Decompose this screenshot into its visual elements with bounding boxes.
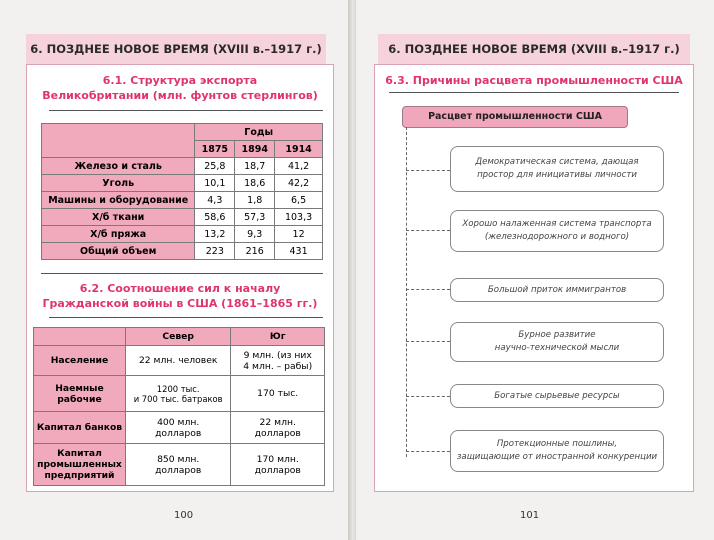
diagram-connector	[406, 170, 450, 171]
north-header: Север	[125, 328, 230, 346]
cell: 18,7	[235, 158, 275, 175]
row-label: Железо и сталь	[42, 158, 195, 175]
table-row	[42, 243, 323, 260]
row-label: Х/б пряжа	[42, 226, 195, 243]
cell: 1,8	[235, 192, 275, 209]
divider	[41, 273, 323, 274]
cell: 22 млн. долларов	[231, 412, 325, 444]
cell: 9 млн. (из них 4 млн. – рабы)	[231, 346, 325, 376]
cell: 1200 тыс. и 700 тыс. батраков	[125, 376, 230, 412]
cause-box: Протекционные пошлины, защищающие от иностранной конкуренции	[450, 430, 664, 472]
cause-box: Большой приток иммигрантов	[450, 278, 664, 302]
cell: 103,3	[275, 209, 323, 226]
row-label: Общий объем	[42, 243, 195, 260]
diagram-connector	[406, 451, 450, 452]
row-label: Капитал промышленных предприятий	[34, 444, 126, 486]
section-6-1-title-line1: 6.1. Структура экспорта	[102, 74, 258, 87]
section-6-1-title-line2: Великобритании (млн. фунтов стерлингов)	[42, 89, 318, 102]
row-label: Население	[34, 346, 126, 376]
diagram-connector	[406, 230, 450, 231]
diagram-spine	[406, 127, 407, 457]
cell: 4,3	[195, 192, 235, 209]
cell: 57,3	[235, 209, 275, 226]
page-number-left: 100	[174, 510, 194, 521]
row-label: Наемные рабочие	[34, 376, 126, 412]
diagram-connector	[406, 396, 450, 397]
table-row	[42, 158, 323, 175]
cause-box: Богатые сырьевые ресурсы	[450, 384, 664, 408]
table-row	[34, 444, 325, 486]
table-row	[42, 192, 323, 209]
cell: 58,6	[195, 209, 235, 226]
cell: 400 млн. долларов	[125, 412, 230, 444]
row-label: Уголь	[42, 175, 195, 192]
cell: 431	[275, 243, 323, 260]
section-6-3-title: 6.3. Причины расцвета промышленности США	[385, 74, 683, 87]
cell: 6,5	[275, 192, 323, 209]
cell: 223	[195, 243, 235, 260]
cause-box: Демократическая система, дающая простор для инициативы личности	[450, 146, 664, 192]
divider	[389, 92, 679, 93]
diagram-root-box: Расцвет промышленности США	[402, 106, 628, 128]
cell: 216	[235, 243, 275, 260]
cell: 25,8	[195, 158, 235, 175]
diagram-connector	[406, 341, 450, 342]
table-row	[34, 376, 325, 412]
south-header: Юг	[231, 328, 325, 346]
section-6-2-title-line2: Гражданской войны в США (1861–1865 гг.)	[42, 297, 318, 310]
export-table	[41, 123, 323, 260]
year-header: 1875	[195, 141, 235, 158]
cell: 18,6	[235, 175, 275, 192]
table-row	[42, 226, 323, 243]
chapter-title-right: 6. ПОЗДНЕЕ НОВОЕ ВРЕМЯ (XVIII в.–1917 г.)	[378, 34, 690, 64]
row-label: Капитал банков	[34, 412, 126, 444]
years-header: Годы	[195, 124, 323, 141]
cell: 9,3	[235, 226, 275, 243]
year-header: 1914	[275, 141, 323, 158]
chapter-title-left: 6. ПОЗДНЕЕ НОВОЕ ВРЕМЯ (XVIII в.–1917 г.)	[26, 34, 326, 64]
table-row	[42, 175, 323, 192]
left-page	[0, 0, 350, 540]
section-6-2-title-line1: 6.2. Соотношение сил к началу	[79, 282, 281, 295]
cell: 10,1	[195, 175, 235, 192]
left-content-frame	[26, 64, 334, 492]
cell: 13,2	[195, 226, 235, 243]
cell: 41,2	[275, 158, 323, 175]
cell: 42,2	[275, 175, 323, 192]
divider	[49, 110, 323, 111]
row-label: Машины и оборудование	[42, 192, 195, 209]
table-row	[34, 346, 325, 376]
page-number-right: 101	[520, 510, 540, 521]
table-row	[42, 209, 323, 226]
cell: 12	[275, 226, 323, 243]
cell: 850 млн. долларов	[125, 444, 230, 486]
cell: 170 млн. долларов	[231, 444, 325, 486]
cell: 22 млн. человек	[125, 346, 230, 376]
row-label: Х/б ткани	[42, 209, 195, 226]
diagram-connector	[406, 289, 450, 290]
table-row	[34, 412, 325, 444]
export-table-corner	[42, 124, 195, 158]
civil-war-table-corner	[34, 328, 126, 346]
cell: 170 тыс.	[231, 376, 325, 412]
civil-war-table	[33, 327, 325, 486]
cause-box: Бурное развитие научно-технической мысли	[450, 322, 664, 362]
cause-box: Хорошо налаженная система транспорта (железнодорожного и водного)	[450, 210, 664, 252]
divider	[49, 317, 323, 318]
year-header: 1894	[235, 141, 275, 158]
